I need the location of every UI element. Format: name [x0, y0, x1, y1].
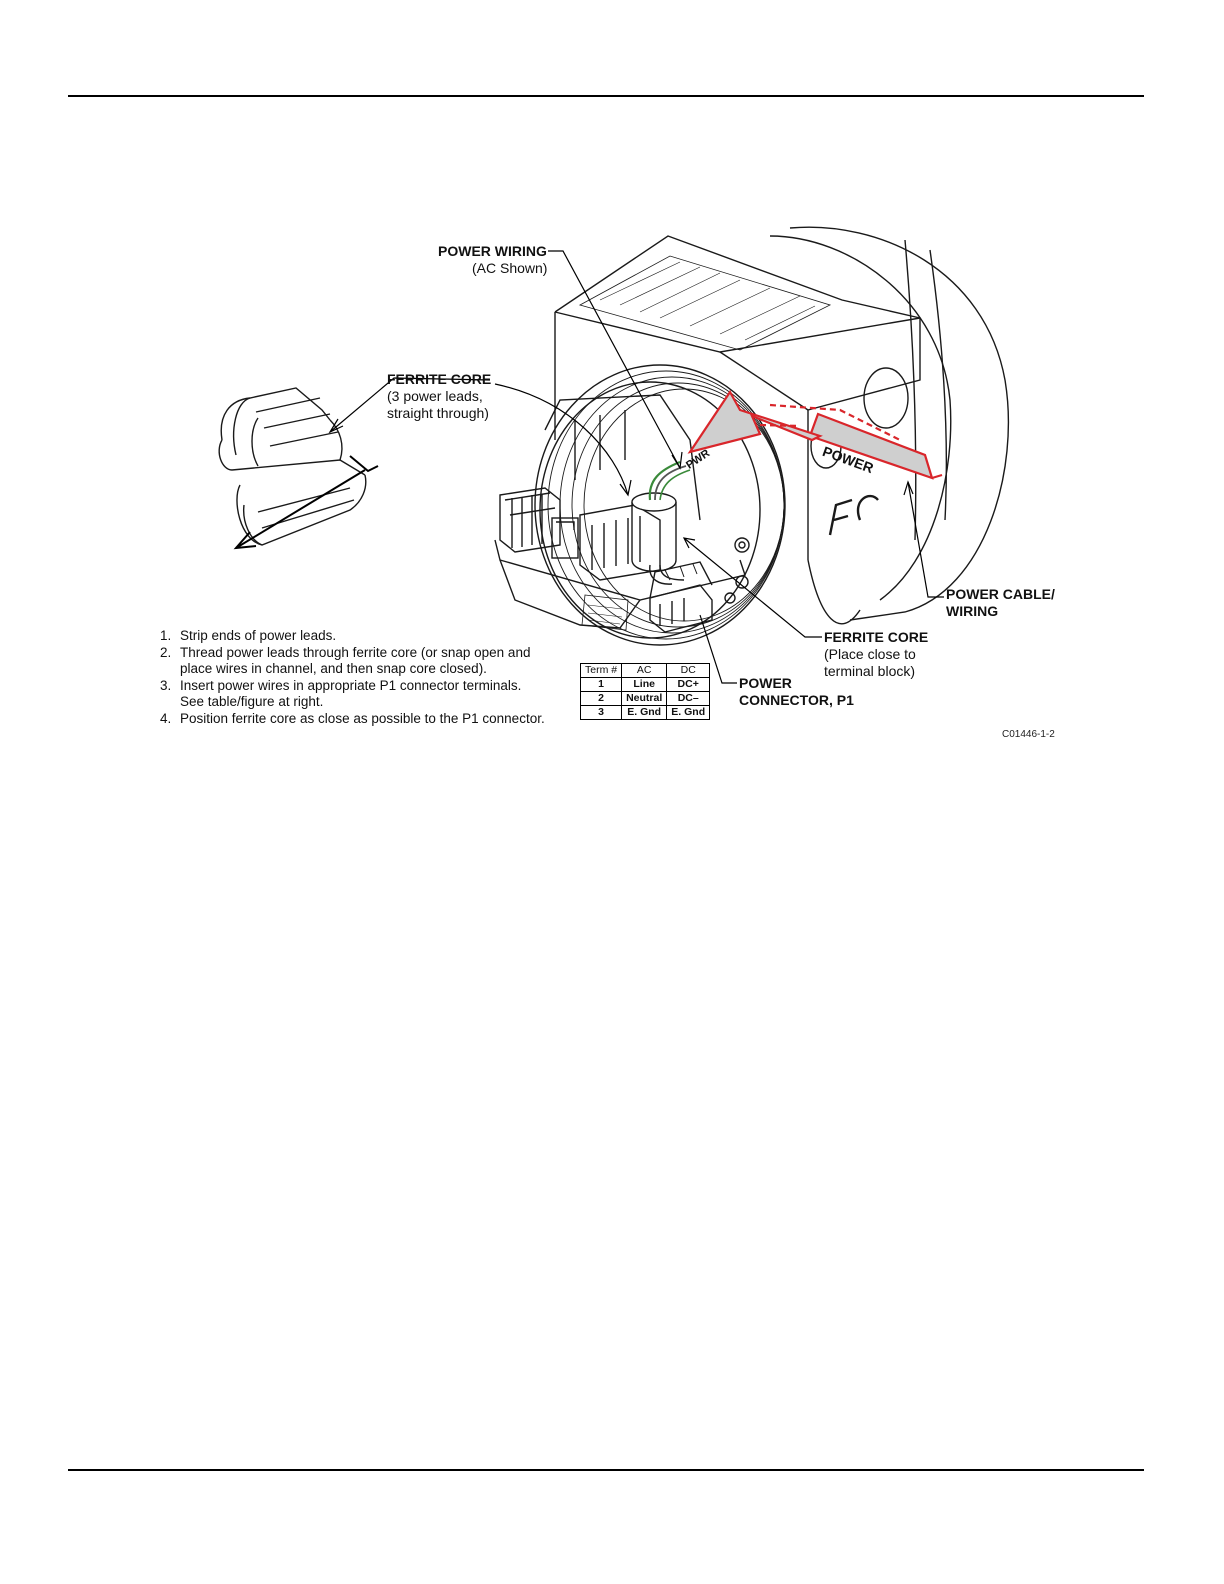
arrow-power-label: POWER — [820, 443, 876, 477]
power-wiring-label — [438, 243, 547, 277]
power-connector-line1: POWER — [739, 675, 792, 691]
table-row — [581, 692, 710, 706]
table-cell: 1 — [581, 678, 622, 692]
instruction-steps — [160, 628, 545, 727]
table-row — [581, 678, 710, 692]
table-header: AC — [622, 664, 667, 678]
power-cable-line1: POWER CABLE/ — [946, 586, 1055, 602]
step-text: Position ferrite core as close as possible to the P1 connector. — [180, 710, 545, 726]
ferrite-core-top-line2: straight through) — [387, 405, 489, 421]
table-header: Term # — [581, 664, 622, 678]
step-text-continued: place wires in channel, and then snap core closed). — [180, 661, 487, 676]
ferrite-core-top-line1: (3 power leads, — [387, 388, 483, 404]
step-text: Thread power leads through ferrite core (or snap open and — [180, 644, 531, 660]
power-cable-label — [946, 586, 1055, 620]
table-cell: Neutral — [622, 692, 667, 706]
ferrite-core-bottom-line2: terminal block) — [824, 663, 916, 679]
power-cable-line2: WIRING — [946, 603, 999, 619]
terminal-block-left — [500, 488, 560, 552]
step-item — [160, 628, 545, 645]
table-cell: DC+ — [667, 678, 710, 692]
power-connector-line2: CONNECTOR, P1 — [739, 692, 854, 708]
ferrite-core-bottom-label — [824, 629, 928, 680]
step-number: 2. — [160, 644, 172, 660]
table-cell: E. Gnd — [667, 706, 710, 720]
step-number: 3. — [160, 677, 172, 693]
figure-code: C01446-1-2 — [1002, 729, 1055, 740]
ferrite-core-installed — [632, 493, 676, 571]
table-cell: Line — [622, 678, 667, 692]
power-wiring-subtitle: (AC Shown) — [472, 260, 548, 276]
ferrite-core-bottom-title: FERRITE CORE — [824, 629, 929, 645]
power-connector-label — [739, 675, 854, 709]
step-number: 1. — [160, 628, 172, 643]
power-arrow — [690, 392, 942, 478]
arrow-pwr-label: PWR — [684, 447, 713, 472]
step-text: Strip ends of power leads. — [180, 628, 337, 643]
power-wiring-title: POWER WIRING — [438, 243, 547, 259]
table-cell: E. Gnd — [622, 706, 667, 720]
table-cell: DC– — [667, 692, 710, 706]
terminal-table — [580, 663, 710, 720]
step-number: 4. — [160, 710, 172, 726]
step-item — [160, 711, 545, 728]
step-text: Insert power wires in appropriate P1 connector terminals. — [180, 677, 522, 693]
ferrite-core-loose — [219, 388, 366, 545]
table-header-row — [581, 664, 710, 678]
ferrite-core-top-label — [387, 371, 491, 422]
table-header: DC — [667, 664, 710, 678]
step-text-continued: See table/figure at right. — [180, 694, 324, 709]
table-cell: 3 — [581, 706, 622, 720]
step-item — [160, 678, 545, 711]
ferrite-core-top-title: FERRITE CORE — [387, 371, 492, 387]
step-item — [160, 645, 545, 678]
table-row — [581, 706, 710, 720]
table-cell: 2 — [581, 692, 622, 706]
ferrite-core-bottom-line1: (Place close to — [824, 646, 916, 662]
